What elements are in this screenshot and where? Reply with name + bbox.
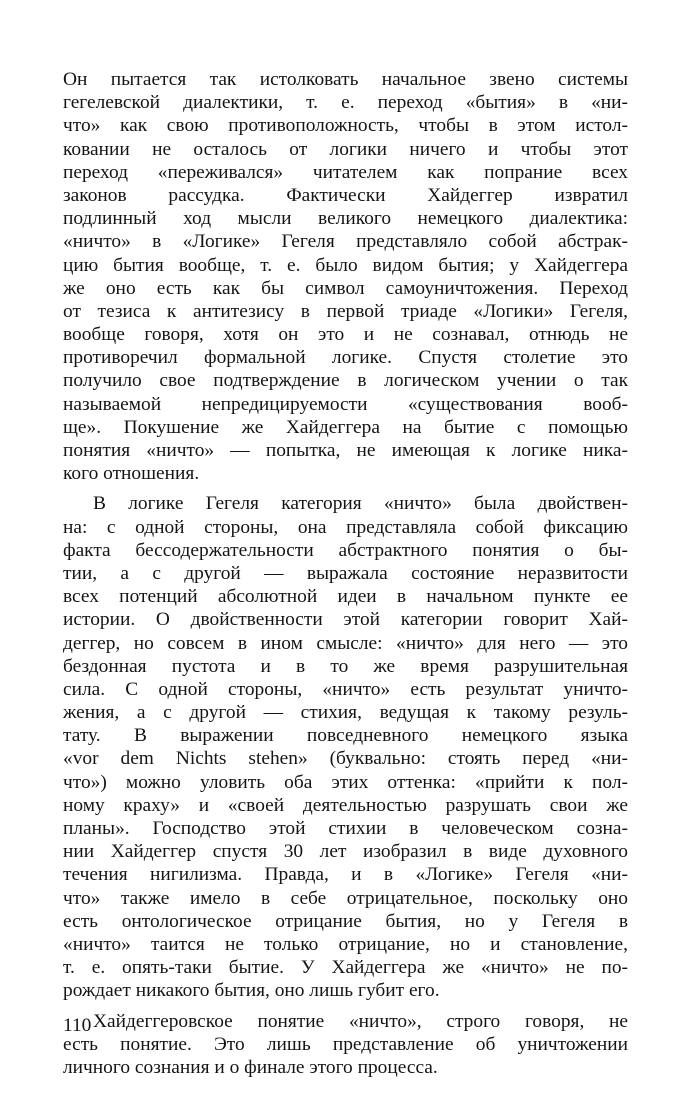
text-line: противоречил формальной логике. Спустя столетие это — [63, 347, 628, 369]
paragraph — [63, 1010, 628, 1080]
text-line: нии Хайдеггер спустя 30 лет изобразил в виде духовного — [63, 841, 628, 863]
text-line: получило свое подтверждение в логическом учении о так — [63, 370, 628, 392]
text-line: течения нигилизма. Правда, и в «Логике» Гегеля «ни- — [63, 864, 628, 886]
text-line: есть онтологическое отрицание бытия, но у Гегеля в — [63, 910, 628, 932]
text-line: что» как свою противоположность, чтобы в этом истол- — [63, 115, 628, 137]
text-line: Хайдеггеровское понятие «ничто», строго говоря, не — [93, 1010, 628, 1032]
text-line: «vor dem Nichts stehen» (буквально: стоять перед «ни- — [63, 748, 628, 770]
text-line: ще». Покушение же Хайдеггера на бытие с помощью — [63, 416, 628, 438]
text-line: В логике Гегеля категория «ничто» была двойствен- — [93, 493, 628, 515]
text-line: личного сознания и о финале этого процесса. — [63, 1056, 438, 1078]
paragraph — [63, 68, 628, 485]
text-line: переход «переживался» читателем как попрание всех — [63, 161, 628, 183]
paragraph-gap — [63, 485, 628, 492]
text-line: вообще говоря, хотя он это и не сознавал, отнюдь не — [63, 324, 628, 346]
text-line: тату. В выражении повседневного немецкого языка — [63, 725, 628, 747]
paragraph-gap — [63, 1003, 628, 1010]
text-line: т. е. опять-таки бытие. У Хайдеггера же «ничто» не по- — [63, 957, 628, 979]
text-line: жения, а с другой — стихия, ведущая к такому резуль- — [63, 702, 628, 724]
text-line: истории. О двойственности этой категории говорит Хай- — [63, 609, 628, 631]
text-line: гегелевской диалектики, т. е. переход «бытия» в «ни- — [63, 92, 628, 114]
text-line: сила. С одной стороны, «ничто» есть результат уничто- — [63, 678, 628, 700]
text-line: что» также имело в себе отрицательное, поскольку оно — [63, 887, 628, 909]
text-line: подлинный ход мысли великого немецкого диалектика: — [63, 208, 628, 230]
text-line: же оно есть как бы символ самоуничтожения. Переход — [63, 277, 628, 299]
text-line: тии, а с другой — выражала состояние неразвитости — [63, 562, 628, 584]
text-line: ковании не осталось от логики ничего и чтобы этот — [63, 138, 628, 160]
text-line: рождает никакого бытия, оно лишь губит его. — [63, 980, 440, 1002]
text-line: планы». Господство этой стихии в человеческом созна- — [63, 818, 628, 839]
text-line: бездонная пустота и в то же время разрушительная — [63, 655, 628, 677]
text-line: факта бессодержательности абстрактного понятия о бы- — [63, 539, 628, 561]
text-line: Он пытается так истолковать начальное звено системы — [63, 69, 628, 90]
text-line: деггер, но совсем в ином смысле: «ничто» для него — это — [63, 632, 628, 654]
text-line: на: с одной стороны, она представляла собой фиксацию — [63, 516, 628, 538]
text-line: цию бытия вообще, т. е. было видом бытия; у Хайдеггера — [63, 254, 628, 276]
text-line: называемой непредицируемости «существования вооб- — [63, 393, 628, 415]
text-line: кого отношения. — [63, 463, 200, 485]
text-line: есть понятие. Это лишь представление об уничтожении — [63, 1033, 628, 1055]
page-text — [63, 68, 628, 1079]
text-line: всех потенций абсолютной идеи в начальном пункте ее — [63, 586, 628, 608]
text-line: ному краху» и «своей деятельностью разрушать свои же — [63, 794, 628, 816]
text-line: законов рассудка. Фактически Хайдеггер извратил — [63, 184, 628, 206]
page-number: 110 — [63, 1015, 92, 1036]
text-line: «ничто» в «Логике» Гегеля представляло собой абстрак- — [63, 231, 628, 253]
text-line: понятия «ничто» — попытка, не имеющая к логике ника- — [63, 440, 628, 461]
text-line: «ничто» таится не только отрицание, но и становление, — [63, 933, 628, 955]
text-line: от тезиса к антитезису в первой триаде «Логики» Гегеля, — [63, 300, 628, 322]
text-line: что») можно уловить оба этих оттенка: «прийти к пол- — [63, 771, 628, 793]
paragraph — [63, 492, 628, 1002]
